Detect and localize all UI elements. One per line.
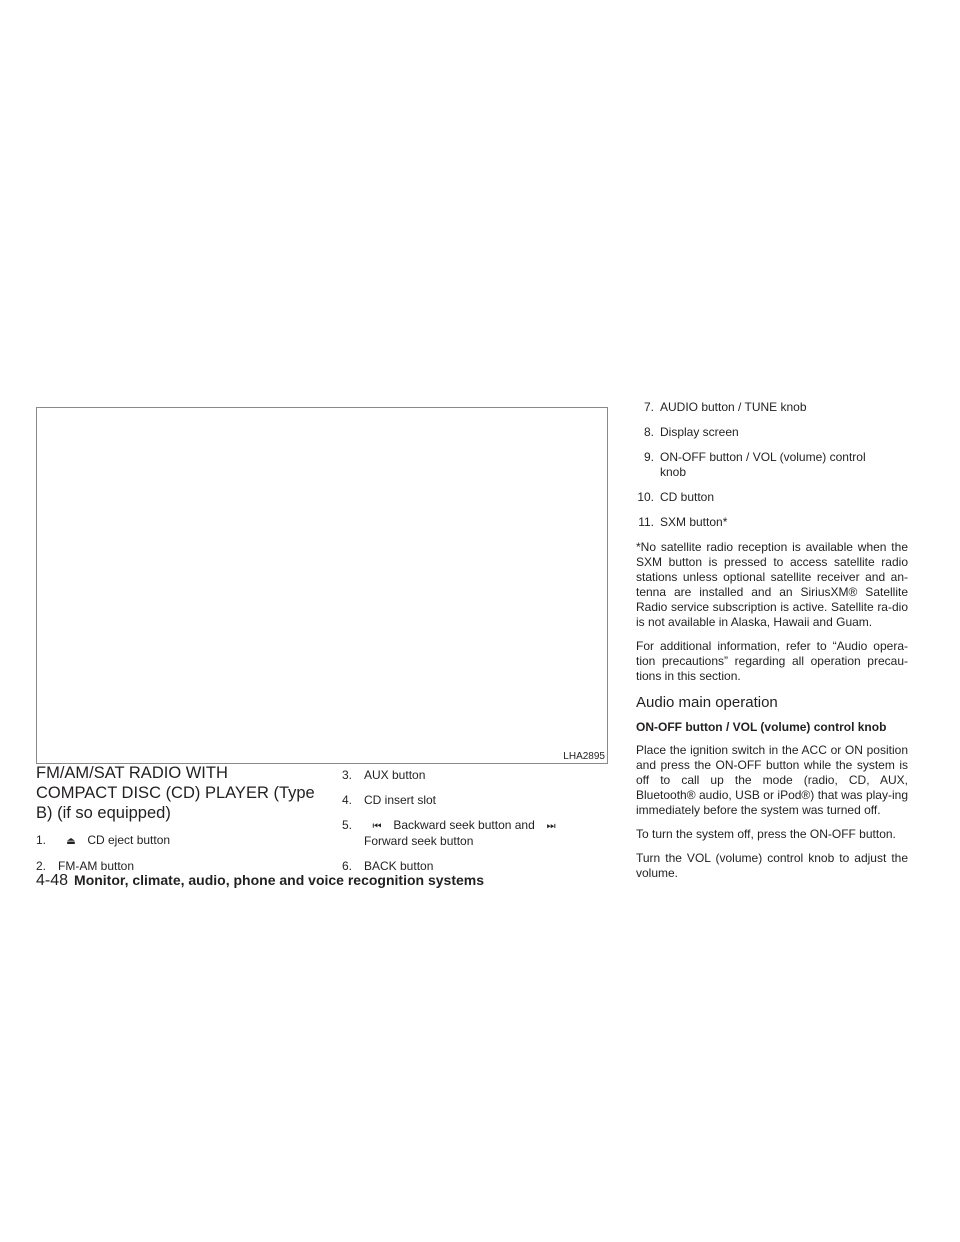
item-text: CD button	[660, 490, 715, 504]
item-text: AUDIO button / TUNE knob	[660, 400, 807, 414]
item-number: 3.	[342, 768, 353, 782]
item-number: 5.	[342, 818, 353, 832]
item-text: ON-OFF button / VOL (volume) control	[660, 450, 866, 464]
item-text: Display screen	[660, 425, 739, 439]
item-text: FM-AM button	[58, 859, 135, 873]
audio-main-title: Audio main operation	[636, 694, 778, 711]
item-number: 11.	[638, 515, 654, 529]
item-text-continued: Forward seek button	[364, 834, 474, 848]
item-text: AUX button	[364, 768, 426, 782]
forward-seek-icon: ⏭	[546, 821, 556, 832]
list-item-7	[636, 400, 908, 415]
list-item-11	[636, 515, 908, 530]
column-3	[636, 400, 908, 890]
item-number: 7.	[643, 400, 654, 414]
section-title	[36, 763, 321, 823]
page-footer	[36, 872, 484, 890]
satellite-note: *No satellite radio reception is available when the SXM button is pressed to access satellite radio stations unless optional satellite receiver and an-tenna are installed and an SiriusXM® Satellite Radio service subscription is active. Satellite ra-dio is not available in Alaska, Hawaii and Guam.	[636, 540, 908, 629]
chapter-title: Monitor, climate, audio, phone and voice recognition systems	[74, 872, 484, 888]
additional-info: For additional information, refer to “Audio opera-tion precautions” regarding all operation precau-tions in this section.	[636, 639, 908, 683]
audio-main-p1: Place the ignition switch in the ACC or ON position and press the ON-OFF button while the system is off to call up the mode (radio, CD, AUX, Bluetooth® audio, USB or iPod®) that was play-ing immediately before the system was turned off.	[636, 743, 908, 817]
column-2	[342, 763, 608, 884]
item-number: 8.	[643, 425, 654, 439]
item-text-continued: knob	[660, 465, 687, 479]
item-number: 4.	[342, 793, 353, 807]
backward-seek-icon: ⏮	[372, 821, 382, 832]
figure-code: LHA2895	[563, 751, 605, 762]
list-item-4	[342, 793, 608, 808]
audio-main-p2: To turn the system off, press the ON-OFF button.	[636, 827, 896, 841]
list-item-1	[36, 833, 321, 849]
audio-main-subtitle: ON-OFF button / VOL (volume) control knob	[636, 720, 887, 734]
list-item-10	[636, 490, 908, 505]
item-text: CD eject button	[87, 833, 171, 847]
page-number: 4-48	[36, 872, 69, 889]
item-number: 1.	[36, 833, 47, 847]
list-item-5	[342, 818, 608, 849]
item-number: 2.	[36, 859, 47, 873]
audio-main-p3: Turn the VOL (volume) control knob to adjust the volume.	[636, 851, 908, 880]
eject-icon: ⏏	[66, 836, 76, 847]
item-text: CD insert slot	[364, 793, 437, 807]
item-number: 6.	[342, 859, 353, 873]
list-item-8	[636, 425, 908, 440]
section-title-line2: COMPACT DISC (CD) PLAYER (Type	[36, 784, 315, 802]
section-title-line1: FM/AM/SAT RADIO WITH	[36, 764, 228, 782]
item-text: BACK button	[364, 859, 434, 873]
list-item-9	[636, 450, 908, 480]
figure-illustration	[36, 407, 608, 764]
item-text: Backward seek button and	[393, 818, 535, 832]
section-title-line3: B) (if so equipped)	[36, 804, 171, 822]
list-item-3	[342, 768, 608, 783]
item-number: 10.	[637, 490, 654, 504]
item-number: 9.	[643, 450, 654, 464]
column-1	[36, 763, 321, 884]
item-text: SXM button*	[660, 515, 728, 529]
